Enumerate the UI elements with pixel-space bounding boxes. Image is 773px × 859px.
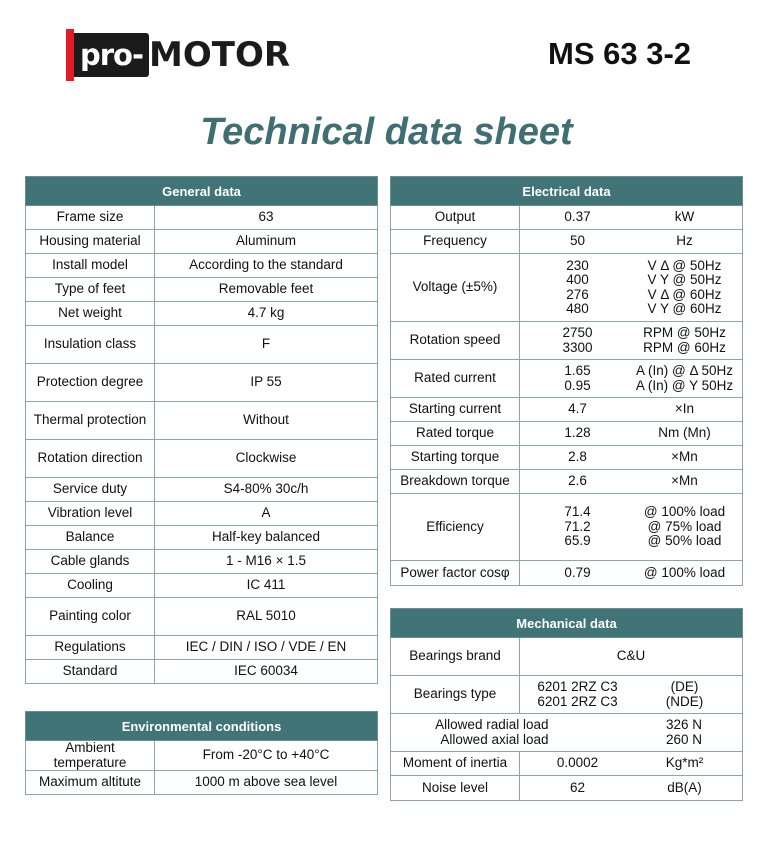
logo-pro-text: pro-	[80, 38, 144, 72]
table-row	[391, 398, 743, 422]
table-row	[391, 360, 743, 398]
table-row	[391, 494, 743, 561]
row-label: Housing material	[26, 230, 155, 254]
table-row	[26, 440, 378, 478]
row-value: 0.37	[564, 209, 591, 225]
brand-logo	[66, 29, 290, 81]
row-label: Regulations	[26, 636, 155, 660]
row-label: Frequency	[391, 230, 520, 254]
voltage-unit: V Y @ 60Hz	[647, 301, 722, 316]
table-row	[26, 550, 378, 574]
row-label: Thermal protection	[26, 402, 155, 440]
load-value: 326 N	[665, 717, 702, 732]
table-row	[391, 254, 743, 322]
table-row	[391, 676, 743, 714]
page-title: Technical data sheet	[200, 111, 573, 153]
table-row	[391, 638, 743, 676]
row-label: Net weight	[26, 302, 155, 326]
row-value: Without	[155, 402, 378, 440]
table-row	[26, 364, 378, 402]
speed-unit: RPM @ 50Hz	[643, 325, 726, 340]
row-label: Frame size	[26, 206, 155, 230]
row-value: IP 55	[155, 364, 378, 402]
bearing-position: (NDE)	[665, 693, 704, 709]
voltage-value: 480	[566, 301, 589, 316]
row-value: From -20°C to +40°C	[155, 741, 378, 771]
table-row	[391, 470, 743, 494]
table-row	[26, 502, 378, 526]
table-row	[26, 478, 378, 502]
row-label: Bearings type	[391, 676, 520, 714]
electrical-data-table	[390, 176, 743, 586]
row-unit: dB(A)	[667, 779, 702, 795]
row-value: 4.7 kg	[155, 302, 378, 326]
table-row	[391, 322, 743, 360]
table-row	[26, 636, 378, 660]
row-label: Standard	[26, 660, 155, 684]
efficiency-value: 71.2	[564, 518, 591, 534]
table-row	[26, 526, 378, 550]
row-label: Breakdown torque	[391, 470, 520, 494]
row-value: 62	[569, 779, 586, 795]
row-value: 1.28	[564, 425, 591, 441]
current-unit: A (In) @ Y 50Hz	[635, 377, 734, 393]
table-row	[391, 206, 743, 230]
load-value: 260 N	[665, 731, 702, 747]
row-label: Bearings brand	[391, 638, 520, 676]
row-value: A	[155, 502, 378, 526]
table-row	[26, 230, 378, 254]
bearing-value: 6201 2RZ C3	[537, 693, 618, 709]
voltage-value: 276	[566, 286, 589, 302]
table-row	[26, 254, 378, 278]
table-row	[26, 660, 378, 684]
row-label: Moment of inertia	[391, 752, 520, 776]
environment-table	[25, 711, 378, 795]
row-unit: Nm (Mn)	[658, 425, 711, 441]
table-row	[26, 402, 378, 440]
row-unit: @ 100% load	[643, 564, 726, 580]
row-value: 1 - M16 × 1.5	[155, 550, 378, 574]
table-row	[26, 278, 378, 302]
row-label: Efficiency	[391, 494, 520, 561]
row-value: S4-80% 30c/h	[155, 478, 378, 502]
row-label: Service duty	[26, 478, 155, 502]
row-value: C&U	[520, 638, 743, 676]
row-value: 50	[569, 233, 586, 249]
row-value: IEC / DIN / ISO / VDE / EN	[155, 636, 378, 660]
row-value: 2.6	[568, 473, 587, 489]
row-label: Voltage (±5%)	[391, 254, 520, 322]
table-row	[391, 752, 743, 776]
speed-value: 3300	[562, 339, 593, 355]
row-label: Protection degree	[26, 364, 155, 402]
row-label: Vibration level	[26, 502, 155, 526]
row-value: Clockwise	[155, 440, 378, 478]
model-number: MS 63 3-2	[548, 36, 692, 71]
voltage-unit: V Δ @ 60Hz	[647, 286, 722, 302]
table-row	[26, 574, 378, 598]
table-row	[391, 446, 743, 470]
table-row	[26, 741, 378, 771]
load-label: Allowed axial load	[440, 731, 549, 747]
row-label: Starting current	[391, 398, 520, 422]
row-label: Ambient temperature	[26, 741, 155, 771]
row-label: Painting color	[26, 598, 155, 636]
row-label: Maximum altitute	[26, 771, 155, 795]
row-label: Noise level	[391, 776, 520, 801]
table-row	[26, 326, 378, 364]
efficiency-value: 65.9	[564, 533, 591, 549]
electrical-data-heading: Electrical data	[391, 177, 743, 206]
efficiency-unit: @ 75% load	[647, 518, 722, 534]
voltage-value: 400	[566, 272, 589, 287]
table-row	[391, 422, 743, 446]
row-label: Balance	[26, 526, 155, 550]
current-unit: A (In) @ Δ 50Hz	[635, 363, 733, 378]
row-unit: ×In	[674, 401, 695, 417]
row-value: 0.79	[564, 564, 591, 580]
row-value: 4.7	[568, 401, 587, 417]
row-unit: ×Mn	[671, 473, 698, 489]
current-value: 0.95	[564, 377, 591, 393]
row-value: Aluminum	[155, 230, 378, 254]
row-value: 0.0002	[556, 755, 599, 771]
speed-unit: RPM @ 60Hz	[643, 339, 726, 355]
voltage-unit: V Δ @ 50Hz	[647, 257, 722, 273]
efficiency-unit: @ 100% load	[643, 504, 726, 520]
table-row	[391, 714, 743, 752]
row-label: Rotation direction	[26, 440, 155, 478]
row-label: Rated current	[391, 360, 520, 398]
row-value: RAL 5010	[155, 598, 378, 636]
table-row	[26, 206, 378, 230]
row-label: Rotation speed	[391, 322, 520, 360]
bearing-value: 6201 2RZ C3	[537, 679, 618, 694]
row-label: Starting torque	[391, 446, 520, 470]
efficiency-unit: @ 50% load	[647, 533, 722, 549]
row-label: Power factor cosφ	[391, 561, 520, 586]
table-row	[391, 776, 743, 801]
general-data-table	[25, 176, 378, 684]
row-unit: kW	[674, 209, 695, 225]
row-unit: Kg*m²	[665, 755, 704, 771]
row-label: Insulation class	[26, 326, 155, 364]
table-row	[391, 230, 743, 254]
row-value: IC 411	[155, 574, 378, 598]
voltage-value: 230	[566, 257, 589, 273]
row-label: Output	[391, 206, 520, 230]
row-label: Rated torque	[391, 422, 520, 446]
row-value: F	[155, 326, 378, 364]
environment-heading: Environmental conditions	[26, 712, 378, 741]
row-unit: Hz	[676, 233, 693, 249]
row-value: 63	[155, 206, 378, 230]
logo-red-bar	[66, 29, 74, 81]
row-value: IEC 60034	[155, 660, 378, 684]
general-data-heading: General data	[26, 177, 378, 206]
current-value: 1.65	[564, 363, 591, 378]
row-unit: ×Mn	[671, 449, 698, 465]
speed-value: 2750	[562, 325, 593, 340]
row-value: Half-key balanced	[155, 526, 378, 550]
table-row	[26, 771, 378, 795]
table-row	[26, 598, 378, 636]
table-row	[391, 561, 743, 586]
efficiency-value: 71.4	[564, 504, 591, 520]
row-label: Cooling	[26, 574, 155, 598]
mechanical-data-heading: Mechanical data	[391, 609, 743, 638]
bearing-position: (DE)	[670, 679, 699, 694]
row-value: 1000 m above sea level	[155, 771, 378, 795]
logo-pro-box	[74, 33, 149, 77]
row-value: According to the standard	[155, 254, 378, 278]
mechanical-data-table	[390, 608, 743, 801]
load-label: Allowed radial load	[435, 717, 549, 732]
row-value: 2.8	[568, 449, 587, 465]
table-row	[26, 302, 378, 326]
row-label: Install model	[26, 254, 155, 278]
row-label: Type of feet	[26, 278, 155, 302]
logo-motor-text: MOTOR	[149, 35, 291, 75]
voltage-unit: V Y @ 50Hz	[647, 272, 722, 287]
row-value: Removable feet	[155, 278, 378, 302]
row-label: Cable glands	[26, 550, 155, 574]
